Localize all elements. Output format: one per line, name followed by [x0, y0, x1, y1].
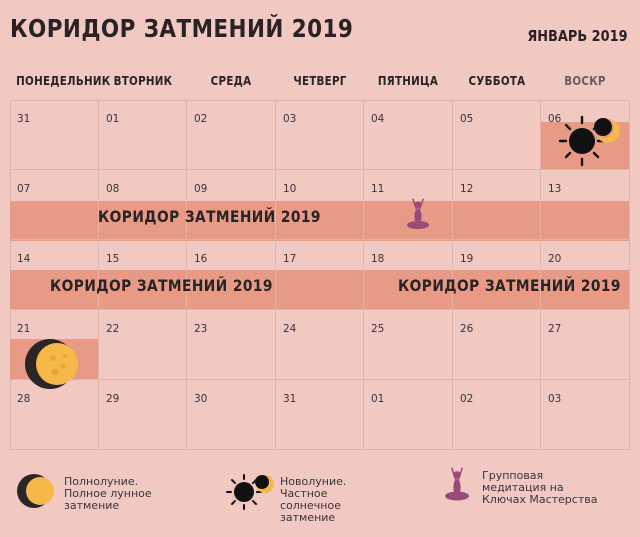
calendar-cell — [453, 240, 541, 310]
day-number: 28 — [17, 393, 31, 405]
calendar-cell — [10, 240, 99, 310]
weekday-header — [10, 74, 630, 98]
calendar-cell — [99, 170, 187, 240]
calendar-cell — [10, 170, 99, 240]
calendar-cell — [187, 380, 276, 450]
day-number: 14 — [17, 253, 31, 265]
day-number: 07 — [17, 183, 31, 195]
day-number: 03 — [283, 113, 297, 125]
day-number: 08 — [106, 183, 120, 195]
day-number: 12 — [460, 183, 474, 195]
calendar-cell — [99, 240, 187, 310]
day-number: 31 — [17, 113, 31, 125]
calendar-cell — [453, 380, 541, 450]
day-number: 03 — [548, 393, 562, 405]
day-number: 10 — [283, 183, 297, 195]
month-label: ЯНВАРЬ 2019 — [527, 27, 628, 45]
day-number: 17 — [283, 253, 297, 265]
day-number: 13 — [548, 183, 562, 195]
calendar-cell — [99, 380, 187, 450]
corridor-label-week2: КОРИДОР ЗАТМЕНИЙ 2019 — [98, 207, 321, 226]
calendar-cell — [453, 170, 541, 240]
day-number: 24 — [283, 323, 297, 335]
meditation-icon — [405, 196, 431, 234]
day-number: 18 — [371, 253, 385, 265]
calendar-cell — [364, 240, 453, 310]
calendar-cell — [364, 310, 453, 380]
day-number: 01 — [371, 393, 385, 405]
solar-eclipse-legend-icon — [227, 473, 277, 513]
calendar-cell — [10, 380, 99, 450]
weekday-mon: ПОНЕДЕЛЬНИК — [16, 74, 111, 88]
calendar-cell — [99, 100, 187, 170]
lunar-eclipse-icon — [25, 338, 85, 390]
day-number: 27 — [548, 323, 562, 335]
solar-eclipse-icon — [560, 114, 630, 170]
day-number: 06 — [548, 113, 562, 125]
calendar-cell — [541, 310, 630, 380]
calendar-grid — [10, 100, 630, 450]
day-number: 02 — [194, 113, 208, 125]
calendar-cell — [453, 100, 541, 170]
calendar-cell — [187, 100, 276, 170]
day-number: 11 — [371, 183, 385, 195]
corridor-label-week3-left: КОРИДОР ЗАТМЕНИЙ 2019 — [50, 276, 273, 295]
calendar-cell — [276, 240, 364, 310]
lunar-eclipse-legend-icon — [17, 473, 55, 509]
calendar-cell — [99, 310, 187, 380]
day-number: 16 — [194, 253, 208, 265]
weekday-thu: ЧЕТВЕРГ — [293, 74, 347, 88]
day-number: 23 — [194, 323, 208, 335]
day-number: 09 — [194, 183, 208, 195]
day-number: 15 — [106, 253, 120, 265]
calendar-cell — [10, 100, 99, 170]
day-number: 30 — [194, 393, 208, 405]
calendar-cell — [453, 310, 541, 380]
calendar-cell — [187, 170, 276, 240]
day-number: 02 — [460, 393, 474, 405]
calendar-cell — [364, 100, 453, 170]
day-number: 04 — [371, 113, 385, 125]
page-title: КОРИДОР ЗАТМЕНИЙ 2019 — [10, 14, 354, 43]
calendar-cell — [364, 380, 453, 450]
day-number: 31 — [283, 393, 297, 405]
day-number: 05 — [460, 113, 474, 125]
calendar-cell — [187, 310, 276, 380]
legend-solar-text: Новолуние. Частное солнечное затмение — [280, 475, 347, 524]
legend-lunar-text: Полнолуние. Полное лунное затмение — [64, 475, 152, 512]
calendar-cell — [541, 380, 630, 450]
calendar-cell — [276, 380, 364, 450]
day-number: 29 — [106, 393, 120, 405]
calendar-cell — [276, 170, 364, 240]
day-number: 22 — [106, 323, 120, 335]
calendar-cell — [276, 310, 364, 380]
legend-meditation-text: Групповая медитация на Ключах Мастерства — [482, 469, 598, 506]
day-number: 19 — [460, 253, 474, 265]
calendar-cell — [541, 240, 630, 310]
calendar-cell — [276, 100, 364, 170]
day-number: 01 — [106, 113, 120, 125]
weekday-sat: СУББОТА — [468, 74, 526, 88]
meditation-legend-icon — [443, 465, 471, 505]
corridor-label-week3-right: КОРИДОР ЗАТМЕНИЙ 2019 — [398, 276, 621, 295]
day-number: 25 — [371, 323, 385, 335]
day-number: 21 — [17, 323, 31, 335]
calendar-cell — [187, 240, 276, 310]
weekday-fri: ПЯТНИЦА — [377, 74, 439, 88]
weekday-tue: ВТОРНИК — [113, 74, 173, 88]
day-number: 26 — [460, 323, 474, 335]
weekday-wed: СРЕДА — [210, 74, 252, 88]
day-number: 20 — [548, 253, 562, 265]
calendar-cell — [541, 170, 630, 240]
weekday-sun: ВОСКР — [564, 74, 606, 88]
